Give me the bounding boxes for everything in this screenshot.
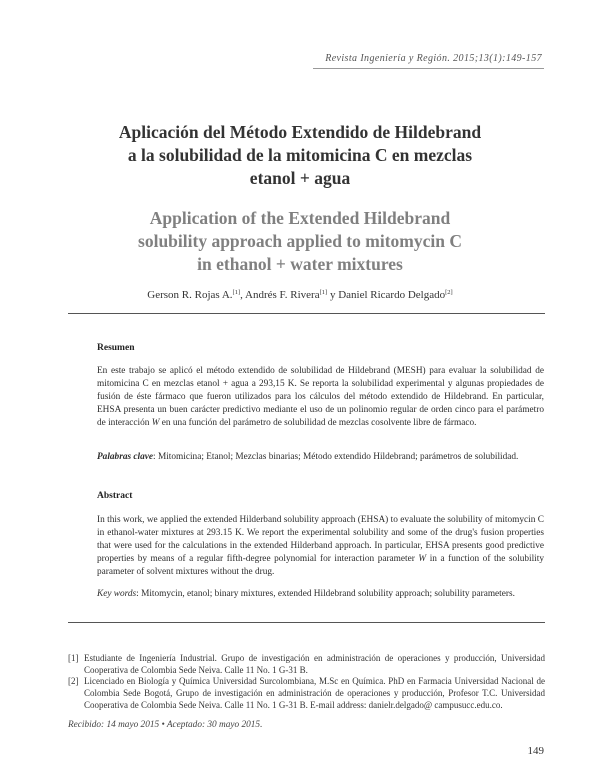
keywords-text: : Mitomycin, etanol; binary mixtures, extended Hildebrand solubility approach; solubility parameters. <box>136 589 515 599</box>
resumen-text: En este trabajo se aplicó el método extendido de solubilidad de Hildebrand (MESH) para evaluar la solubilidad de mitomicina C en mezclas etanol + agua a 293,15 K. Se reporta la solubilidad experimental y algunas propiedades de fusión de éste fármaco que fueron utilizados para los cálculos del método extendido de Hildebrand. En particular, EHSA presenta un buen carácter predictivo mediante el uso de un polinomio regular de orden cinco para el parámetro de interacción <box>97 366 544 428</box>
footnote <box>68 652 545 676</box>
footnote-text: Estudiante de Ingeniería Industrial. Grupo de investigación en administración de operaciones y producción, Universidad Cooperativa de Colombia Sede Neiva. Calle 11 No. 1 G-31 B. <box>84 653 545 675</box>
author-name: Gerson R. Rojas A. <box>147 289 233 301</box>
header-divider <box>313 68 544 69</box>
title-english-line: solubility approach applied to mitomycin C <box>138 231 462 251</box>
affiliation-ref: [2] <box>445 289 453 296</box>
affiliation-ref: [1] <box>319 289 328 296</box>
keywords-text: : Mitomicina; Etanol; Mezclas binarias; Método extendido Hildebrand; parámetros de solubilidad. <box>153 452 519 462</box>
key-words <box>97 588 544 601</box>
section-divider <box>68 622 545 623</box>
author-name: y Daniel Ricardo Delgado <box>327 289 446 301</box>
footnote <box>68 675 545 711</box>
section-divider <box>68 313 545 314</box>
footnote-text: Licenciado en Biología y Química Universidad Surcolombiana, M.Sc en Química. PhD en Farmacia Universidad Nacional de Colombia Sede Bogotá, Grupo de investigación en administración de operaciones y producción, Profesor T.C. Universidad Cooperativa de Colombia Sede Neiva. Calle 11 No. 1 G-31 B. E-mail address: danielr.delgado@ campusucc.edu.co. <box>84 676 545 710</box>
page-number: 149 <box>527 745 544 757</box>
footnote-number: [2] <box>68 676 79 686</box>
affiliation-ref: [1] <box>232 289 241 296</box>
title-spanish-line: Aplicación del Método Extendido de Hildebrand <box>118 122 482 142</box>
abstract-text: In this work, we applied the extended Hilderband solubility approach (EHSA) to evaluate the solubility of mitomycin C in ethanol-water mixtures at 293.15 K. We report the experimental solubility and some of the drug's fusion properties that were used for the calculations in the extended Hilderband approach. In particular, EHSA presents good predictive properties by means of a regular fifth-degree polynomial for interaction parameter <box>97 515 544 564</box>
journal-citation: Revista Ingeniería y Región. 2015;13(1):149-157 <box>325 53 542 64</box>
resumen-body <box>97 365 544 430</box>
author-list <box>60 289 540 301</box>
abstract-text: in a function of the solubility parameter of solvent mixtures without the drug. <box>97 554 544 577</box>
keywords-label: Key words <box>97 589 137 599</box>
variable-w: W <box>418 554 427 564</box>
title-spanish-line: etanol + agua <box>249 168 351 188</box>
title-spanish <box>60 121 540 190</box>
author-name: , Andrés F. Rivera <box>240 289 320 301</box>
variable-w: W <box>151 418 160 428</box>
resumen-heading: Resumen <box>97 343 135 353</box>
title-english-line: Application of the Extended Hildebrand <box>149 208 451 228</box>
footnote-number: [1] <box>68 653 79 663</box>
title-spanish-line: a la solubilidad de la mitomicina C en mezclas <box>127 145 473 165</box>
title-english-line: in ethanol + water mixtures <box>197 254 403 274</box>
resumen-text: en una función del parámetro de solubilidad de mezclas cosolvente libre de fármaco. <box>159 418 477 428</box>
received-accepted-dates: Recibido: 14 mayo 2015 • Aceptado: 30 mayo 2015. <box>68 720 263 730</box>
keywords-label: Palabras clave <box>97 452 154 462</box>
title-english <box>60 207 540 276</box>
abstract-body <box>97 514 544 579</box>
palabras-clave <box>97 451 544 464</box>
abstract-heading: Abstract <box>97 491 133 501</box>
